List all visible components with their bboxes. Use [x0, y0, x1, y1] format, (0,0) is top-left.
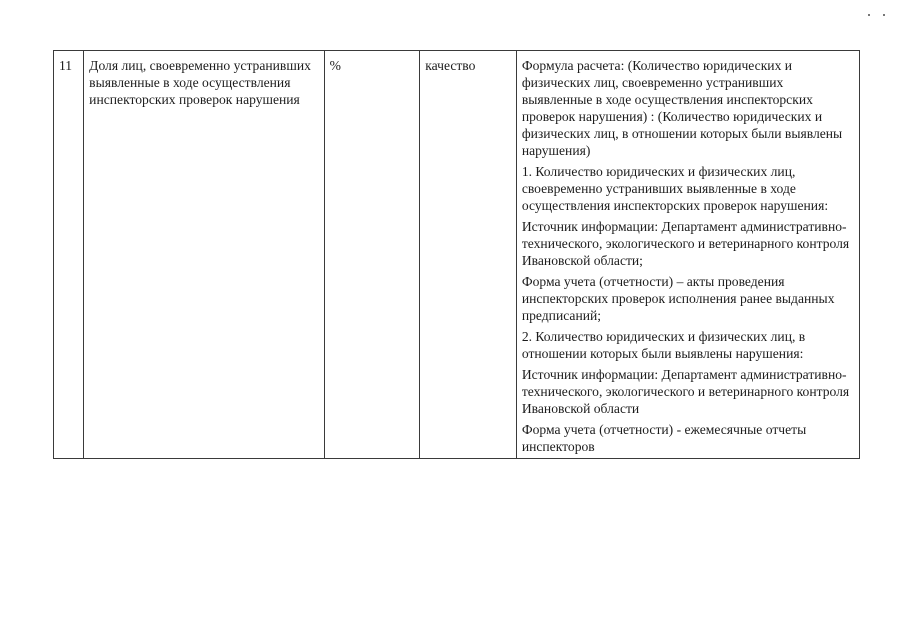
unit-cell — [324, 51, 420, 459]
component-1-report-form: Форма учета (отчетности) – акты проведения инспекторских проверок исполнения ранее выданных предписаний; — [521, 274, 835, 323]
row-number-cell — [54, 51, 84, 459]
component-1-paragraph: 1. Количество юридических и физических лиц, своевременно устранивших выявленные в ходе осуществления инспекторских проверок нарушения: — [521, 164, 829, 213]
description-cell — [516, 51, 859, 459]
indicator-name-cell — [84, 51, 324, 459]
component-2-report-form: Форма учета (отчетности) - ежемесячные отчеты инспекторов — [521, 422, 807, 454]
table-row — [54, 51, 860, 459]
component-2-source: Источник информации: Департамент административно-технического, экологического и ветеринарного контроля Ивановской области — [521, 367, 850, 416]
component-2-paragraph: 2. Количество юридических и физических лиц, в отношении которых были выявлены нарушения: — [521, 329, 806, 361]
scan-speck — [868, 14, 870, 16]
unit-of-measure: % — [329, 58, 341, 73]
scan-speck — [883, 14, 885, 16]
indicator-table — [53, 50, 860, 459]
formula-paragraph: Формула расчета: (Количество юридических и физических лиц, своевременно устранивших выявленные в ходе осуществления инспекторских проверок нарушения) : (Количество юридических и физических лиц, в отношении которых были выявлены нарушения) — [521, 58, 843, 158]
indicator-name: Доля лиц, своевременно устранивших выявленные в ходе осуществления инспекторских проверок нарушения — [89, 58, 311, 107]
indicator-type-cell — [420, 51, 517, 459]
row-number: 11 — [59, 58, 73, 73]
component-1-source: Источник информации: Департамент административно-технического, экологического и ветеринарного контроля Ивановской области; — [521, 219, 850, 268]
indicator-type: качество — [425, 58, 476, 73]
